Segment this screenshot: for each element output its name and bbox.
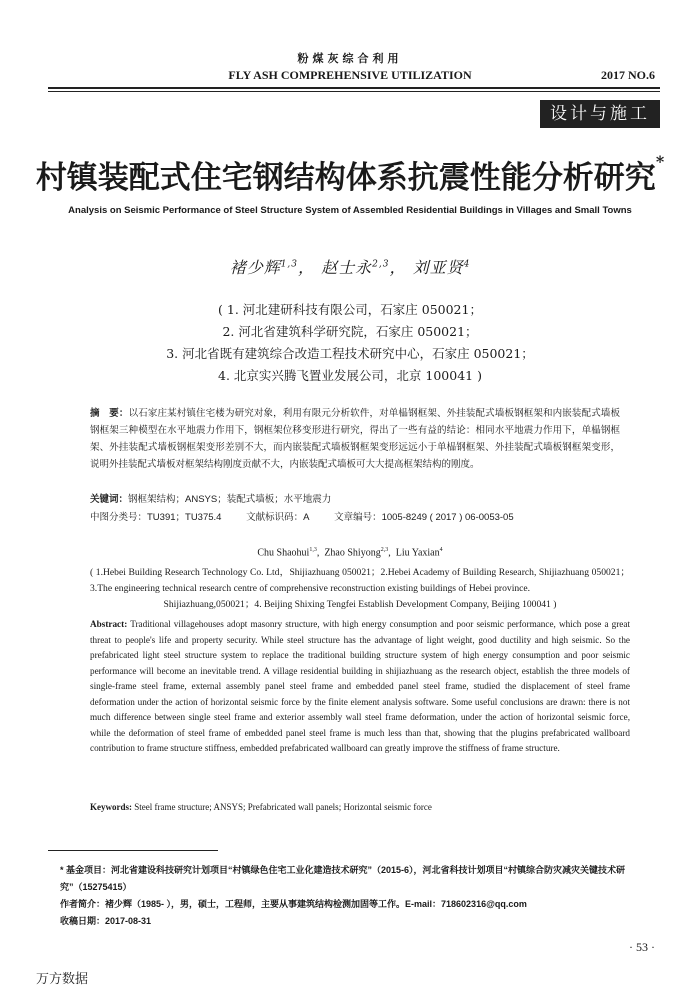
watermark: 万方数据 <box>36 971 89 986</box>
received-date-footnote: 收稿日期：2017-08-31 <box>60 916 152 926</box>
abstract-cn-text: 以石家庄某村镇住宅楼为研究对象，利用有限元分析软件，对单榀钢框架、外挂装配式墙板钢框架和内嵌装配式墙板钢框架三种模型在水平地震力作用下，钢框架位移变形进行研究，得出了一些有益的结论：相同水平地震力作用下，单榀钢框架、外挂装配式墙板钢框架变形差别不大，而内嵌装配式墙板钢框架变形远远小于单榀钢框架、外挂装配式墙板钢框架变形，说明外挂装配式墙板对框架结构刚度贡献不大，内嵌装配式墙板可大大提高框架结构的刚度。 <box>90 408 620 470</box>
abstract-en-text: Traditional villagehouses adopt masonry structure, with high energy consumption and poor seismic performance, which pose a great threat to people's life and property security. While steel structure has the advantage of light weight, good ductility and high seismic. So the prefabricated light steel structure system to replace the traditional building structure system of high energy consumption and poor seismic performance will become an inevitable trend. A village residential building in shijiazhuang as the research object, establish the three models of single-frame steel frame, external assembly panel steel frame and embedded panel steel frame, studied the displacement of steel frame deformation under the action of horizontal seismic force by the finite element analysis software. Some useful conclusions are drawn: there is not much difference between single steel frame and exterior assembly wall steel frame deformation, under the action of horizontal seismic force, while the deformation of steel frame of embedded panel steel frame is much less than that, showing that the plugins prefabricated wallboard contribution to frame structure stiffness, embedded prefabricated wallboard can greatly improve the stiffness of frame structure. <box>90 619 630 753</box>
page-number: · 53 · <box>629 940 655 954</box>
journal-title-cn: 粉煤灰综合利用 <box>297 53 403 65</box>
section-tag: 设计与施工 <box>540 100 660 128</box>
title-footnote-mark: * <box>655 152 665 171</box>
affiliation-line: 2. 河北省建筑科学研究院，石家庄 050021； <box>222 324 478 339</box>
author-name: 刘亚贤 <box>412 258 464 277</box>
keywords-en <box>90 802 432 812</box>
document-code: 文献标识码：A <box>246 512 310 523</box>
affiliation-line: 4. 北京实兴腾飞置业发展公司，北京 100041 ) <box>218 368 482 383</box>
abstract-en <box>90 617 630 757</box>
author-bio-footnote: 作者简介：褚少辉（1985- ），男，硕士，工程师，主要从事建筑结构检测加固等工作。E-mail：718602316@qq.com <box>60 899 527 909</box>
article-number: 文章编号：1005-8249 ( 2017 ) 06-0053-05 <box>334 512 514 523</box>
abstract-en-label: Abstract: <box>90 619 128 629</box>
author-affil-mark: 4 <box>463 259 471 270</box>
clc-number: 中图分类号：TU391；TU375.4 <box>90 512 222 523</box>
footnote-rule <box>48 850 218 851</box>
header-rule <box>48 87 660 89</box>
keywords-cn-label: 关键词： <box>90 494 129 505</box>
title-text: 村镇装配式住宅钢结构体系抗震性能分析研究 <box>35 160 656 196</box>
author-affil-mark: 1,3 <box>280 259 299 270</box>
authors-cn: 褚少辉$^{1,3}$， 赵士永$^{2,3}$， 刘亚贤$^4$ <box>229 258 471 277</box>
affiliation-line: 3. 河北省既有建筑综合改造工程技术研究中心，石家庄 050021； <box>166 346 534 361</box>
author-name-en: Liu Yaxian <box>395 547 440 559</box>
paper-title-cn <box>0 152 700 197</box>
author-name: 赵士永 <box>321 258 373 277</box>
keywords-cn <box>90 491 331 505</box>
issue-label: 2017 NO.6 <box>601 68 655 82</box>
keywords-cn-text: 钢框架结构；ANSYS；装配式墙板；水平地震力 <box>128 494 332 505</box>
author-affil-mark: 1,3 <box>309 547 317 553</box>
abstract-cn <box>90 405 620 473</box>
header-rule-thin <box>48 91 660 92</box>
affiliations-en-last: Shijiazhuang,050021；4. Beijing Shixing Tengfei Establish Development Company, Beijing 100041 ) <box>163 599 557 610</box>
author-name-en: Chu Shaohui <box>257 547 310 559</box>
fund-footnote: * 基金项目：河北省建设科技研究计划项目“村镇绿色住宅工业化建造技术研究”（2015-6），河北省科技计划项目“村镇综合防灾减灾关键技术研究”（15275415） <box>60 865 626 892</box>
author-name: 褚少辉 <box>229 258 281 277</box>
keywords-en-label: Keywords: <box>90 802 132 812</box>
affiliation-line: ( 1. 河北建研科技有限公司，石家庄 050021； <box>218 302 482 317</box>
paper-title-en: Analysis on Seismic Performance of Steel Structure System of Assembled Residential Buildings in Villages and Small Towns <box>68 205 632 216</box>
author-affil-mark: 2,3 <box>372 259 390 270</box>
keywords-en-text: Steel frame structure; ANSYS; Prefabricated wall panels; Horizontal seismic force <box>134 802 432 812</box>
author-affil-mark: 4 <box>439 547 443 553</box>
author-name-en: Zhao Shiyong <box>324 547 381 559</box>
affiliations-en <box>90 565 630 613</box>
footnotes <box>60 862 660 930</box>
author-affil-mark: 2,3 <box>380 547 389 553</box>
classification-line <box>90 509 630 523</box>
journal-title-en: FLY ASH COMPREHENSIVE UTILIZATION <box>228 68 472 82</box>
authors-en: Chu Shaohui$^{1,3}$, Zhao Shiyong$^{2,3}$, Liu Yaxian$^4$ <box>257 547 443 559</box>
abstract-cn-label: 摘 要： <box>90 408 129 419</box>
affiliations-en-body: ( 1.Hebei Building Research Technology Co. Ltd，Shijiazhuang 050021；2.Hebei Academy of Building Research, Shijiazhuang 050021；3.The engineering technical research centre of comprehensive reconstruction existing buildings of Hebei province. <box>90 567 630 594</box>
